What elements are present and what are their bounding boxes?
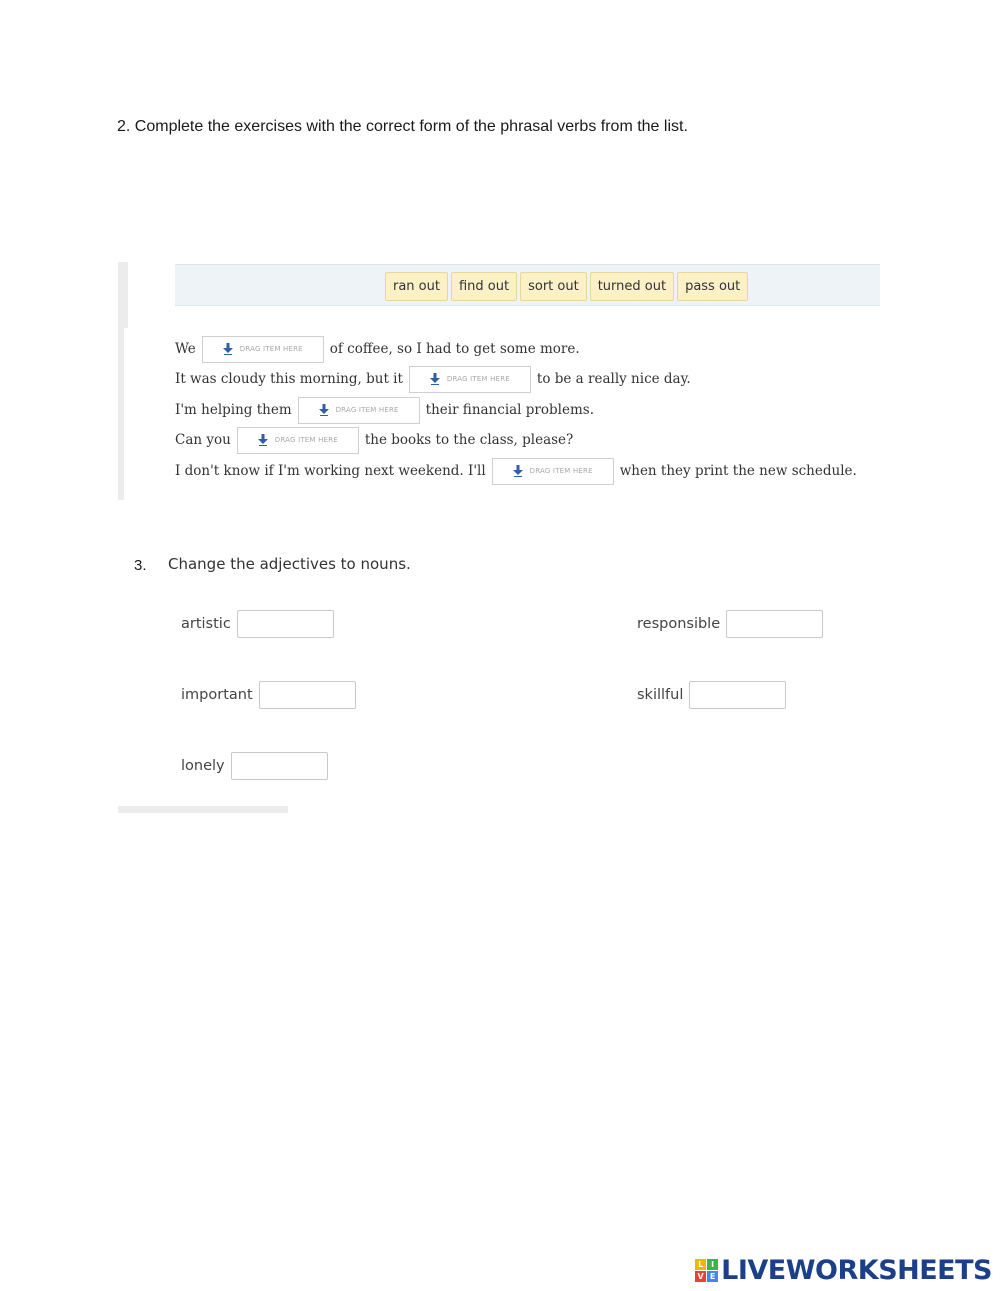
arrow-down-icon <box>430 373 440 385</box>
adjective-label: important <box>181 687 253 703</box>
chip-ran-out[interactable]: ran out <box>385 272 448 301</box>
question-3-title: Change the adjectives to nouns. <box>168 555 411 573</box>
adjective-row-responsible <box>637 609 823 639</box>
adjective-label: lonely <box>181 758 225 774</box>
logo-text: LIVEWORKSHEETS <box>721 1255 992 1286</box>
logo-mark-icon <box>695 1259 718 1282</box>
drop-zone-1[interactable] <box>202 336 324 363</box>
sentence-text-after: the books to the class, please? <box>364 432 574 448</box>
chip-sort-out[interactable]: sort out <box>520 272 587 301</box>
adjective-row-skillful <box>637 680 786 710</box>
logo-letter: L <box>695 1259 706 1270</box>
drop-zone-label: DRAG ITEM HERE <box>239 345 303 353</box>
chip-turned-out[interactable]: turned out <box>590 272 674 301</box>
drop-zone-label: DRAG ITEM HERE <box>274 436 338 444</box>
drop-zone-label: DRAG ITEM HERE <box>335 406 399 414</box>
adjective-label: artistic <box>181 616 231 632</box>
noun-input-artistic[interactable] <box>237 610 334 638</box>
drop-zone-3[interactable] <box>298 397 420 424</box>
sentence-5 <box>175 456 857 486</box>
sentence-3 <box>175 395 594 425</box>
drop-zone-label: DRAG ITEM HERE <box>529 467 593 475</box>
sentence-text-before: We <box>175 341 196 357</box>
noun-input-important[interactable] <box>259 681 356 709</box>
left-border-bar <box>118 262 128 328</box>
sentence-text-after: their financial problems. <box>425 402 594 418</box>
word-bank <box>175 264 880 306</box>
logo-letter: I <box>707 1259 718 1270</box>
logo-letter: E <box>707 1271 718 1282</box>
adjective-row-lonely <box>181 751 328 781</box>
left-border-bar <box>118 328 124 500</box>
sentence-text-after: to be a really nice day. <box>536 371 691 387</box>
logo-letter: V <box>695 1271 706 1282</box>
sentence-text-before: I don't know if I'm working next weekend. I'll <box>175 463 486 479</box>
arrow-down-icon <box>319 404 329 416</box>
arrow-down-icon <box>223 343 233 355</box>
sentence-text-before: It was cloudy this morning, but it <box>175 371 403 387</box>
section-divider <box>118 806 288 813</box>
sentence-text-after: of coffee, so I had to get some more. <box>329 341 580 357</box>
adjective-row-artistic <box>181 609 334 639</box>
liveworksheets-logo <box>695 1255 992 1286</box>
sentence-text-before: Can you <box>175 432 231 448</box>
arrow-down-icon <box>258 434 268 446</box>
question-2-title: 2. Complete the exercises with the correct form of the phrasal verbs from the list. <box>117 118 688 135</box>
chip-pass-out[interactable]: pass out <box>677 272 748 301</box>
adjective-row-important <box>181 680 356 710</box>
question-3-number: 3. <box>134 557 147 574</box>
drop-zone-2[interactable] <box>409 366 531 393</box>
drop-zone-5[interactable] <box>492 458 614 485</box>
noun-input-lonely[interactable] <box>231 752 328 780</box>
sentence-4 <box>175 425 573 455</box>
noun-input-skillful[interactable] <box>689 681 786 709</box>
sentence-1 <box>175 334 580 364</box>
sentence-2 <box>175 364 691 394</box>
adjective-label: skillful <box>637 687 684 703</box>
adjective-label: responsible <box>637 616 721 632</box>
arrow-down-icon <box>513 465 523 477</box>
chip-find-out[interactable]: find out <box>451 272 517 301</box>
sentence-text-after: when they print the new schedule. <box>619 463 857 479</box>
drop-zone-4[interactable] <box>237 427 359 454</box>
sentence-text-before: I'm helping them <box>175 402 292 418</box>
noun-input-responsible[interactable] <box>726 610 823 638</box>
drop-zone-label: DRAG ITEM HERE <box>446 375 510 383</box>
